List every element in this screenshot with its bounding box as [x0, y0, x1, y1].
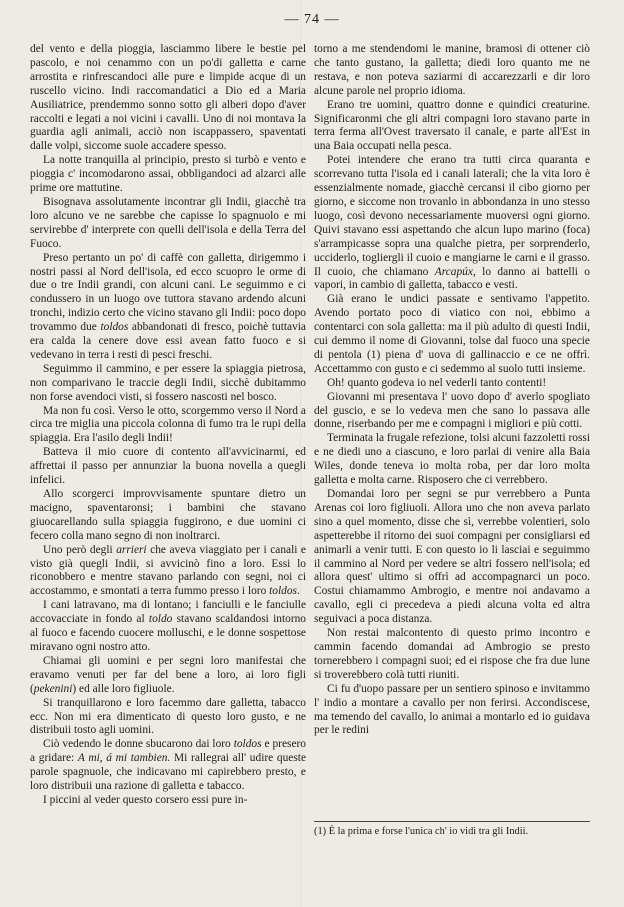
paragraph-text: ) ed alle loro figliuole.	[72, 682, 175, 695]
paragraph	[314, 391, 590, 433]
paragraph	[314, 683, 590, 739]
paragraph-text: Si tranquillarono e loro facemmo dare galletta, tabacco ecc. Non mi era dimenticato di questo loro gusto, e ne distribuii tosto agli uomini.	[30, 696, 306, 737]
paragraph-text: Giovanni mi presentava l' uovo dopo d' averlo spogliato del guscio, e se lo vedeva men che sano lo passava alle donne, riserbando per me e compagni i migliori e più cotti.	[314, 390, 590, 431]
paragraph	[30, 43, 306, 154]
paragraph-text: La notte tranquilla al principio, presto si turbò e vento e pioggia c' incomodarono assai, obbligandoci ad alzarci alle prime ore mattutine.	[30, 154, 306, 195]
paragraph-text: Mi rallegrai all' udire queste parole spagnuole, che indicavano mi capirebbero presto, e loro distribuii una razione di galletta e tabacco.	[30, 752, 307, 793]
paragraph-text: Batteva il mio cuore di contento all'avvicinarmi, ed affrettai il passo per annunziar la buona novella a quegli infelici.	[30, 446, 306, 487]
paragraph-text: torno a me stendendomi le manine, bramosi di ottener ciò che tanto gustano, la galletta; diedi loro quanto me ne restava, e non poteva saziarmi di accarezzarli e dir loro alcune parole nel proprio idioma.	[314, 43, 590, 97]
paragraph-text: I cani latravano, ma di lontano; i fanciulli e le fanciulle accovacciate in fondo al	[30, 599, 306, 626]
paragraph	[30, 599, 306, 655]
paragraph-text: abbandonati di fresco, poichè tuttavia era calda la cenere dove essi avean fatto fuoco e si vedevano in terra i resti di pesci freschi.	[30, 321, 306, 361]
paragraph-text: Seguimmo il cammino, e per essere la spiaggia pietrosa, non comparivano le traccie degli Indii, sicchè dubitammo non forse avendoci visti, si fossero nascosti nel bosco.	[30, 362, 306, 403]
paragraph-text: Uno però degli	[43, 543, 117, 556]
paragraph-text: Allo scorgerci improvvisamente spuntare dietro un macigno, spaventaronsi; i bambini che stavano giuocarellando sulla spiaggia fuggirono, e due uomini ci fecero colla mano segno di non inoltrarci.	[30, 488, 306, 542]
paragraph	[30, 794, 306, 808]
italic-term: toldos	[233, 738, 262, 751]
paragraph-text: .	[297, 585, 300, 598]
paragraph-text: stavano scaldandosi intorno al fuoco e facendo cuocere molluschi, e le donne sospettose miravano ogni nostro atto.	[30, 613, 307, 653]
footnote-rule	[314, 821, 590, 822]
italic-term: arrieri	[116, 543, 147, 556]
italic-term: toldos	[100, 321, 129, 334]
paragraph	[30, 655, 306, 697]
italic-term: Arcapúx	[434, 265, 473, 278]
paragraph-text: del vento e della pioggia, lasciammo libere le bestie pel pascolo, e noi cenammo con un po'di galletta e carne arrostita e rinfrescandoci alle pure e limpide acque di un ruscello vicino. Indi raccomandatici a Dio ed a Maria Ausiliatrice, prendemmo sonno sotto gli alberi dopo d'aver raccolti e legati a noi vicini i cavalli. Uno di noi montava la guardia agli animali, acciò non iscappassero, spaventati dalle volpi, siccome suole accadere spesso.	[30, 43, 306, 153]
paragraph-text: Ciò vedendo le donne sbucarono dai loro	[43, 738, 234, 751]
paragraph	[30, 154, 306, 196]
paragraph	[30, 196, 306, 252]
paragraph-text: Già erano le undici passate e sentivamo l'appetito. Avendo portato poco di viatico con noi, ebbimo a contentarci con sola galletta: ma il più adulto di questi Indii, cui demmo il nome di Giovanni, tolse dal fuoco una specie di pentola (1) piena d' uova di gallinaccio e ce ne offrì. Accettammo con gusto e ci sedemmo al suolo tutti insieme.	[314, 293, 590, 375]
paragraph-text: e presero a gridare:	[30, 738, 306, 765]
italic-term: pekenini	[33, 682, 73, 695]
paragraph	[30, 697, 306, 739]
paragraph-text: Potei intendere che erano tra tutti circa quaranta e scorrevano tutta l'isola ed i canali laterali; che la vita loro è essenzialmente nomade, giacchè cercansi il cibo giorno per giorno, e siccome non trovanlo in abbondanza in uno stesso luogo, così devono necessariamente muoversi ogni giorno. Quivi stavano essi aspettando che alcun lupo marino (foca) s'arrampicasse sopra una qualche pietra, per sorprenderlo, ucciderlo, togliergli il cuoio e mangiarne le carni e il grasso. Il cuoio, che chiamano	[314, 154, 590, 278]
footnote: (1) È la prima e forse l'unica ch' io vidi tra gli Indii.	[314, 826, 529, 837]
paragraph	[30, 544, 306, 600]
paragraph-text: che aveva viaggiato per i canali e visto già quegli Indii, si avvicinò fino a loro. Essi lo riconobbero e mentre stavano parlando con segni, noi ci accostammo, e smontati a terra fummo presso i loro	[30, 543, 306, 598]
paragraph	[30, 252, 306, 363]
paragraph	[30, 363, 306, 405]
paragraph	[314, 99, 590, 155]
paragraph-text: Non restai malcontento di questo primo incontro e cammin facendo domandai ad Ambrogio se presto tornerebbero i compagni suoi; ed ei rispose che fra due lune si troverebbero colà tutti riuniti.	[314, 627, 590, 681]
page-number: — 74 —	[284, 12, 340, 27]
paragraph	[314, 377, 590, 391]
paragraph	[30, 446, 306, 488]
paragraph	[30, 488, 306, 544]
paragraph-text: Chiamai gli uomini e per segni loro manifestai che eravamo venuti per far del bene a loro, ai loro figli (	[30, 654, 306, 695]
paragraph-text: Terminata la frugale refezione, tolsi alcuni fazzoletti rossi e ne diedi uno a ciascuno, e loro parlai di venire alla Baia Wiles, donde teneva io molta roba, per dar loro molta galletta e molta carne. Risposero che ci verrebbero.	[314, 432, 590, 487]
paragraph-text: Ma non fu così. Verso le otto, scorgemmo verso il Nord a circa tre miglia una piccola colonna di fumo tra le rupi della spiaggia. Era l'asilo degli Indii!	[30, 404, 306, 445]
paragraph-text: Preso pertanto un po' di caffè con galletta, dirigemmo i nostri passi al Nord dell'isola, ed ecco scuopro le orme di due o tre Indii grandi, con alcuni cani. Le seguimmo e ci condussero in un luogo ove tuttora stavano ardendo alcuni tronchi, indizio certo che vicino stavano gli Indii: poco dopo trovammo due	[30, 251, 306, 334]
paragraph	[314, 432, 590, 488]
left-text-column	[30, 43, 306, 808]
paragraph-text: , lo danno ai battelli o vapori, in cambio di galletta, tabacco e vesti.	[314, 265, 590, 292]
paragraph	[30, 405, 306, 447]
paragraph	[314, 154, 590, 293]
italic-term: toldos	[269, 585, 297, 598]
paragraph-text: Bisognava assolutamente incontrar gli Indii, giacchè tra loro alcuno ve ne sarebbe che capisse lo spagnuolo e mi servirebbe d' interprete con quelli dell'isola e della Terra del Fuoco.	[30, 195, 306, 250]
paragraph	[314, 488, 590, 627]
paragraph-text: Domandai loro per segni se pur verrebbero a Punta Arenas coi loro figliuoli. Allora uno che non aveva parlato sino a quel momento, disse che sì, verrebbe volentieri, solo aspetterebbe il ritorno dei suoi compagni per consigliarsi ed animarli a venir tutti. E con questo io li lasciai e seguimmo il cammino al Nord per vedere se altri fossero nell'isola; ed allora quest' ultimo si offrì ad accompagnarci un poco. Costui chiamammo Ambrogio, e mentre noi andavamo a cavallo, egli ci precedeva a piedi alcuna volta ed altra seguivaci a poca distanza.	[314, 488, 590, 626]
italic-term: A mi, á mi tambien.	[77, 752, 171, 765]
paragraph-text: Ci fu d'uopo passare per un sentiero spinoso e invitammo l' indio a montare a cavallo per non ferirsi. Accondiscese, ma temendo del cavallo, lo animai a montarlo ed io guidava per le redini	[314, 682, 590, 737]
paragraph-text: Erano tre uomini, quattro donne e quindici creaturine. Significaronmi che gli altri compagni loro stavano parte in terra ferma all'Ovest traversato il canale, e parte all'Est in una Baia occupati nella pesca.	[314, 98, 590, 153]
paragraph-text: Oh! quanto godeva io nel vederli tanto contenti!	[327, 376, 547, 389]
paragraph	[30, 738, 306, 794]
paragraph	[314, 293, 590, 376]
paragraph	[314, 43, 590, 99]
right-text-column	[314, 43, 590, 738]
paragraph	[314, 627, 590, 683]
paragraph-text: I piccini al veder questo corsero essi pure in-	[43, 793, 248, 806]
italic-term: toldo	[148, 613, 173, 626]
